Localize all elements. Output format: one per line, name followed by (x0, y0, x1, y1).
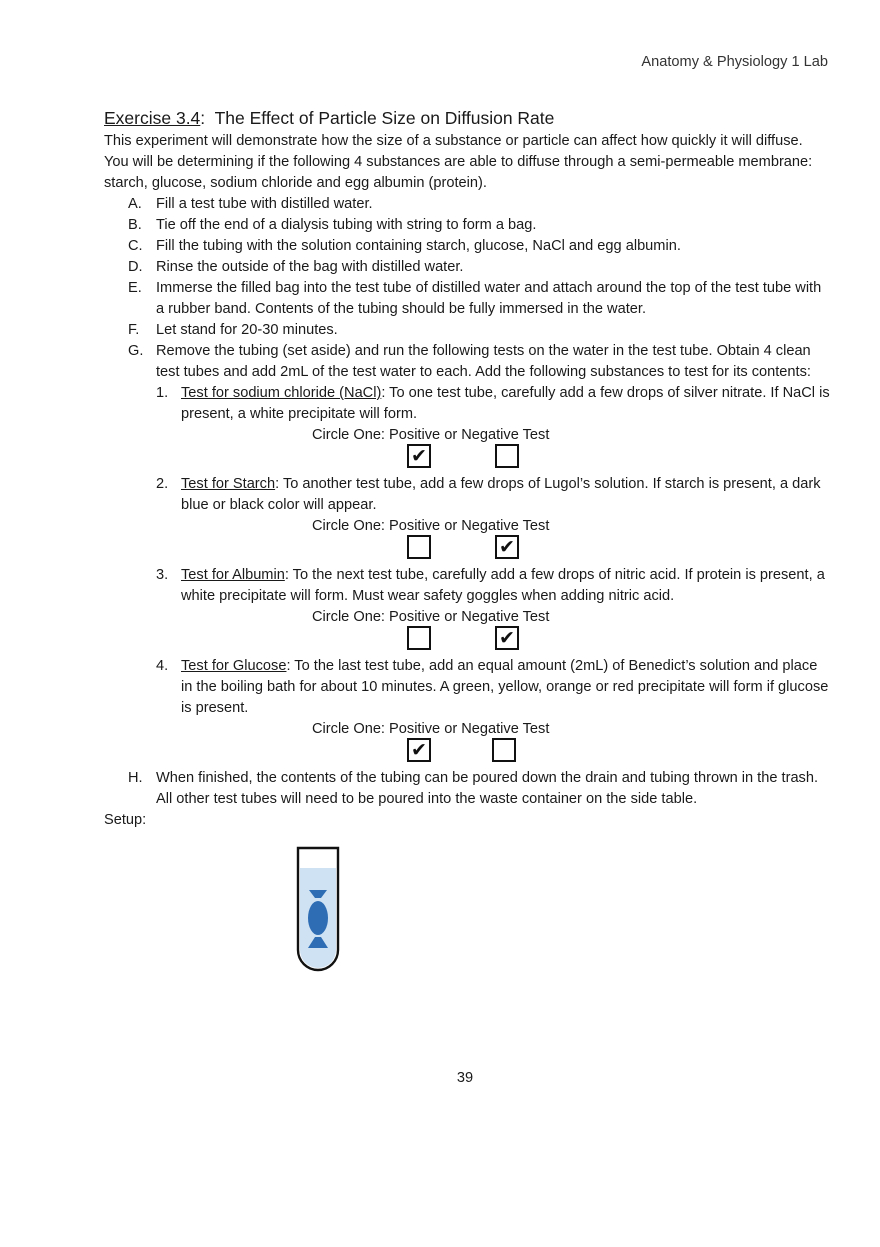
step-text: Tie off the end of a dialysis tubing with string to form a bag. (156, 217, 537, 233)
negative-checkbox[interactable]: ✔ (495, 626, 519, 650)
negative-checkbox[interactable]: ✔ (495, 535, 519, 559)
negative-checkbox[interactable] (495, 444, 519, 468)
test-number: 3. (156, 567, 169, 583)
exercise-number: Exercise 3.4 (104, 108, 201, 128)
test-number: 2. (156, 476, 169, 492)
step-letter: F. (128, 322, 140, 338)
test-name: Test for Glucose (181, 658, 287, 674)
test-list (156, 383, 830, 768)
test-instructions: : To another test tube, add a few drops of Lugol’s solution. If starch is present, a dark blue or black color will appear. (181, 476, 821, 513)
test-starch (156, 474, 830, 565)
step-c (104, 236, 830, 257)
step-text: Fill a test tube with distilled water. (156, 196, 373, 212)
exercise-body (104, 106, 830, 831)
result-checkboxes (181, 628, 830, 656)
step-f (104, 320, 830, 341)
step-g (104, 341, 830, 768)
test-instructions: : To one test tube, carefully add a few drops of silver nitrate. If NaCl is present, a white precipitate will form. (181, 385, 830, 422)
positive-checkbox[interactable]: ✔ (407, 444, 431, 468)
result-checkboxes (181, 537, 830, 565)
result-checkboxes (181, 740, 830, 768)
step-text: Rinse the outside of the bag with distilled water. (156, 259, 464, 275)
step-letter: G. (128, 343, 144, 359)
step-text: Let stand for 20-30 minutes. (156, 322, 338, 338)
step-e (104, 278, 830, 320)
procedure-steps (104, 194, 830, 810)
test-name: Test for Starch (181, 476, 276, 492)
circle-one-prompt: Circle One: Positive or Negative Test (312, 721, 550, 737)
step-letter: B. (128, 217, 142, 233)
negative-checkbox[interactable] (492, 738, 516, 762)
step-h (104, 768, 830, 810)
step-letter: A. (128, 196, 142, 212)
step-letter: H. (128, 770, 143, 786)
page-number: 39 (456, 1070, 474, 1086)
step-b (104, 215, 830, 236)
circle-one-prompt: Circle One: Positive or Negative Test (312, 609, 550, 625)
positive-checkbox[interactable] (407, 535, 431, 559)
circle-one-prompt: Circle One: Positive or Negative Test (312, 518, 550, 534)
step-d (104, 257, 830, 278)
test-instructions: : To the last test tube, add an equal amount (2mL) of Benedict’s solution and place in the boiling bath for about 10 minutes. A green, yellow, orange or red precipitate will form if glucose is present. (181, 658, 829, 716)
step-text: When finished, the contents of the tubing can be poured down the drain and tubing thrown in the trash. All other test tubes will need to be poured into the waste container on the side table. (156, 770, 819, 807)
result-checkboxes (181, 446, 830, 474)
positive-checkbox[interactable]: ✔ (407, 738, 431, 762)
exercise-title-colon: : (200, 108, 206, 128)
step-letter: C. (128, 238, 143, 254)
test-number: 4. (156, 658, 169, 674)
step-text: Remove the tubing (set aside) and run the following tests on the water in the test tube. Obtain 4 clean test tubes and add 2mL of the test water to each. Add the following substances to test for its contents: (156, 343, 811, 380)
exercise-title-text: The Effect of Particle Size on Diffusion Rate (205, 108, 555, 128)
test-number: 1. (156, 385, 169, 401)
test-glucose (156, 656, 830, 768)
step-text: Immerse the filled bag into the test tube of distilled water and attach around the top of the test tube with a rubber band. Contents of the tubing should be fully immersed in the water. (156, 280, 822, 317)
test-albumin (156, 565, 830, 656)
exercise-title (104, 106, 830, 130)
step-letter: E. (128, 280, 142, 296)
positive-checkbox[interactable] (407, 626, 431, 650)
test-tube-illustration (295, 846, 341, 983)
test-tube-icon (295, 846, 341, 976)
setup-label: Setup: (104, 812, 147, 828)
exercise-intro: This experiment will demonstrate how the size of a substance or particle can affect how quickly it will diffuse. You will be determining if the following 4 substances are able to diffuse through a semi-permeable membrane: starch, glucose, sodium chloride and egg albumin (protein). (104, 133, 813, 191)
step-text: Fill the tubing with the solution containing starch, glucose, NaCl and egg albumin. (156, 238, 681, 254)
test-sodium-chloride (156, 383, 830, 474)
circle-one-prompt: Circle One: Positive or Negative Test (312, 427, 550, 443)
test-name: Test for sodium chloride (NaCl) (181, 385, 382, 401)
step-letter: D. (128, 259, 143, 275)
test-name: Test for Albumin (181, 567, 285, 583)
step-a (104, 194, 830, 215)
test-instructions: : To the next test tube, carefully add a few drops of nitric acid. If protein is present, a white precipitate will form. Must wear safety goggles when adding nitric acid. (181, 567, 825, 604)
running-header: Anatomy & Physiology 1 Lab (641, 54, 828, 70)
